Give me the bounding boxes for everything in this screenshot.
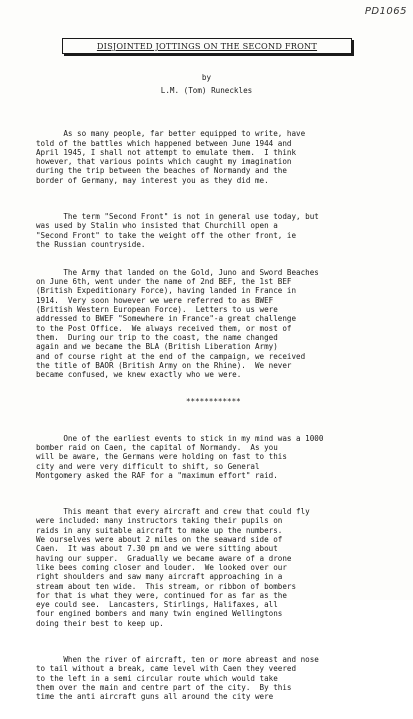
paragraph-river-of-aircraft (36, 646, 413, 711)
text-line: became confused, we knew exactly who we were. (36, 370, 242, 380)
text-line: having our supper. Gradually we became aware of a drone (36, 553, 292, 563)
document-body (36, 120, 413, 719)
text-line: were included: many instructors taking their pupils on (36, 516, 283, 526)
text-line: (British Expeditionary Force), having landed in France in (36, 286, 297, 296)
author-name: L.M. (Tom) Runeckles (160, 86, 253, 95)
text-line: for that is what they were, continued for as far as the (36, 590, 287, 600)
text-line: to tail without a break, came level with Caen they veered (36, 664, 297, 674)
document-reference: PD1065 (364, 6, 407, 17)
text-line: Montgomery asked the RAF for a "maximum effort" raid. (36, 470, 278, 480)
text-line: city and were very difficult to shift, so General (36, 461, 260, 471)
text-line: One of the earliest events to stick in my mind was a 1000 (63, 433, 324, 443)
text-line: The Army that landed on the Gold, Juno and Sword Beaches (63, 267, 319, 277)
text-line: was used by Stalin who insisted that Churchill open a (36, 221, 278, 231)
byline-by: by (201, 73, 212, 82)
text-line: This meant that every aircraft and crew that could fly (63, 507, 310, 517)
text-line: them. During our trip to the coast, the name changed (36, 332, 278, 342)
text-line: to the left in a semi circular route which would take (36, 673, 278, 683)
text-line: the title of BAOR (British Army on the Rhine). We never (36, 360, 292, 370)
text-line: will be aware, the Germans were holding on fast to this (36, 452, 287, 462)
text-line: "Second Front" to take the weight off the other front, ie (36, 230, 297, 240)
text-line: the Russian countryside. (36, 239, 146, 249)
text-line: and of course right at the end of the campaign, we received (36, 351, 306, 361)
text-line: right shoulders and saw many aircraft approaching in a (36, 572, 283, 582)
paragraph-second-front (36, 203, 413, 259)
text-line: bomber raid on Caen, the capital of Normandy. As you (36, 442, 278, 452)
text-line: The term "Second Front" is not in general use today, but (63, 212, 319, 222)
text-line: to the Post Office. We always received them, or most of (36, 323, 292, 333)
text-line: eye could see. Lancasters, Stirlings, Halifaxes, all (36, 600, 278, 610)
text-line: during the trip between the beaches of Normandy and the (36, 166, 287, 176)
text-line: As so many people, far better equipped to write, have (63, 129, 306, 139)
paragraph-intro (36, 120, 413, 194)
text-line: When the river of aircraft, ten or more abreast and nose (63, 655, 319, 664)
text-line: raids in any suitable aircraft to make up the numbers. (36, 525, 283, 535)
text-line: on June 6th, went under the name of 2nd BEF, the 1st BEF (36, 277, 292, 287)
text-line: 1914. Very soon however we were referred to as BWEF (36, 295, 274, 305)
text-line: stream about ten wide. This stream, or ribbon of bombers (36, 581, 297, 591)
text-line: addressed to BWEF "Somewhere in France"-a great challenge (36, 314, 297, 324)
text-line: border of Germany, may interest you as they did me. (36, 175, 269, 185)
text-line: told of the battles which happened between June 1944 and (36, 138, 292, 148)
section-separator: ************ (186, 397, 241, 407)
paragraph-army-names (36, 259, 413, 389)
title-box (62, 38, 352, 54)
text-line: like bees coming closer and louder. We looked over our (36, 562, 287, 572)
text-line: (British Western European Force). Letters to us were (36, 305, 278, 315)
text-line: four engined bombers and many twin engined Wellingtons (36, 609, 283, 619)
paragraph-caen-raid (36, 424, 413, 489)
text-line: Caen. It was about 7.30 pm and we were sitting about (36, 544, 278, 554)
text-line: again and we became the BLA (British Liberation Army) (36, 342, 278, 352)
text-line: April 1945, I shall not attempt to emulate them. I think (36, 147, 297, 157)
text-line: We ourselves were about 2 miles on the seaward side of (36, 535, 283, 545)
text-line: however, that various points which caught my imagination (36, 157, 292, 167)
text-line: doing their best to keep up. (36, 618, 164, 628)
text-line: time the anti aircraft guns all around the city were (36, 692, 274, 702)
paragraph-bomber-stream (36, 498, 413, 637)
document-title: DISJOINTED JOTTINGS ON THE SECOND FRONT (96, 41, 318, 51)
text-line: them over the main and centre part of the city. By this (36, 682, 292, 692)
